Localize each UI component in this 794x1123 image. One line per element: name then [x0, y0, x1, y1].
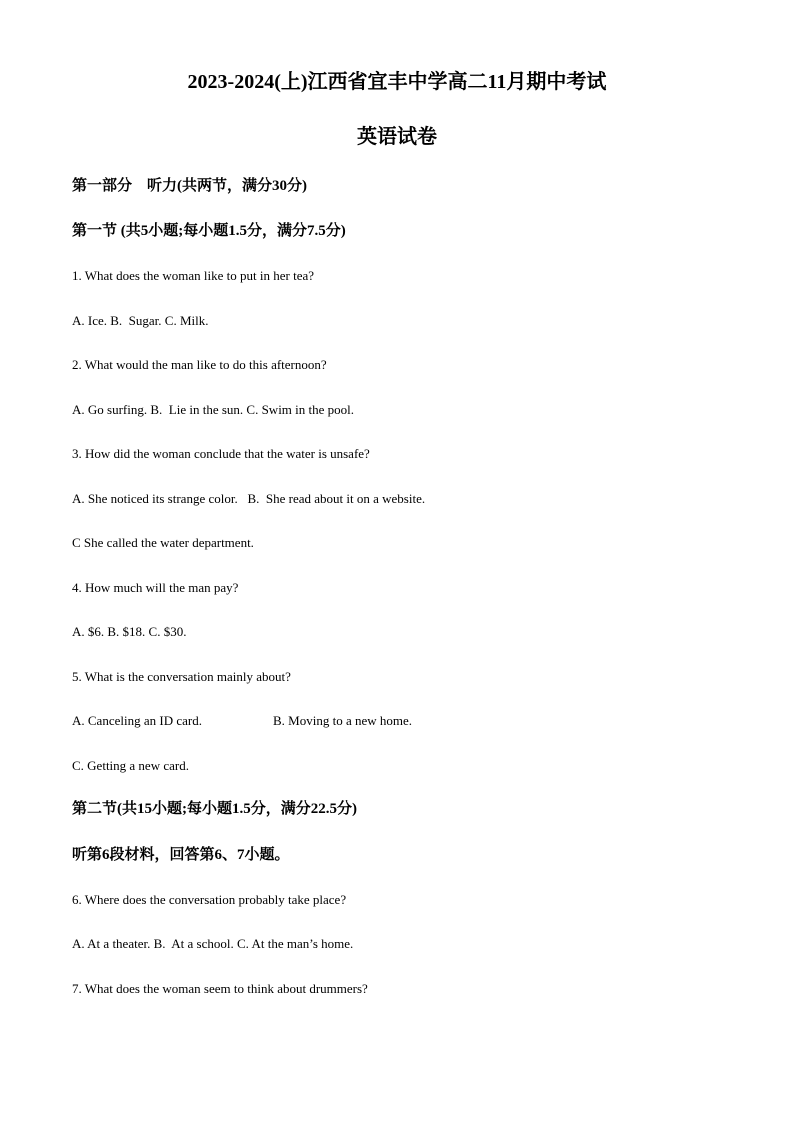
- question-5-option-b: B. Moving to a new home.: [273, 713, 413, 728]
- exam-title: 2023-2024(上)江西省宜丰中学高二11月期中考试: [187, 71, 607, 93]
- question-3: 3. How did the woman conclude that the water is unsafe?: [72, 446, 370, 461]
- question-5: 5. What is the conversation mainly about?: [72, 669, 291, 684]
- question-1: 1. What does the woman like to put in her tea?: [72, 268, 314, 283]
- exam-subtitle: 英语试卷: [357, 126, 437, 148]
- question-2: 2. What would the man like to do this afternoon?: [72, 357, 327, 372]
- section-heading: 第二节(共15小题;每小题1.5分，满分22.5分): [72, 801, 357, 817]
- question-5-option-c: C. Getting a new card.: [72, 758, 189, 773]
- question-1-options: A. Ice. B. Sugar. C. Milk.: [72, 313, 209, 328]
- question-4-options: A. $6. B. $18. C. $30.: [72, 624, 187, 639]
- material-heading: 听第6段材料，回答第6、7小题。: [72, 847, 290, 863]
- question-3-options-ab: A. She noticed its strange color. B. She read about it on a website.: [72, 491, 426, 506]
- question-6-options: A. At a theater. B. At a school. C. At the man’s home.: [72, 936, 354, 951]
- question-7: 7. What does the woman seem to think about drummers?: [72, 981, 368, 996]
- section-heading: 第一节 (共5小题;每小题1.5分，满分7.5分): [72, 223, 346, 239]
- question-2-options: A. Go surfing. B. Lie in the sun. C. Swim in the pool.: [72, 402, 355, 417]
- question-6: 6. Where does the conversation probably take place?: [72, 892, 347, 907]
- question-5-option-a: A. Canceling an ID card.: [72, 713, 202, 728]
- part-heading: 第一部分 听力(共两节，满分30分): [72, 178, 307, 194]
- question-3-option-c: C She called the water department.: [72, 535, 254, 550]
- question-4: 4. How much will the man pay?: [72, 580, 239, 595]
